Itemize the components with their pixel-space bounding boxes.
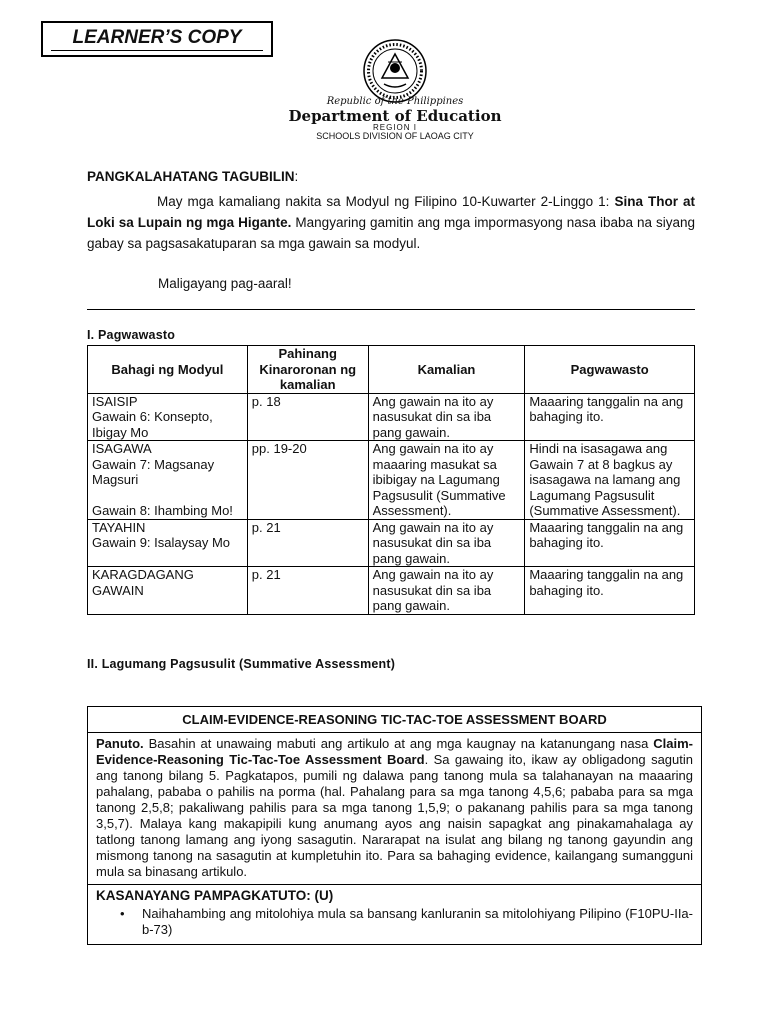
corrections-table: [87, 345, 695, 615]
table-cell: KARAGDAGANG GAWAIN: [88, 567, 248, 615]
table-cell: p. 18: [247, 393, 368, 441]
competency-title: KASANAYANG PAMPAGKATUTO: (U): [96, 888, 334, 903]
table-cell: p. 21: [247, 519, 368, 567]
greeting: Maligayang pag-aaral!: [158, 276, 292, 291]
table-cell: TAYAHIN Gawain 9: Isalaysay Mo: [88, 519, 248, 567]
board-name-bold: Claim-Evidence-Reasoning Tic-Tac-Toe Assessment Board: [96, 736, 693, 767]
table-cell: Ang gawain na ito ay nasusukat din sa iba pang gawain.: [368, 567, 525, 615]
table-row: [88, 567, 695, 615]
column-header: Pagwawasto: [525, 346, 695, 394]
table-cell: Ang gawain na ito ay nasusukat din sa iba pang gawain.: [368, 393, 525, 441]
intro-text-b: Mangyaring gamitin ang mga impormasyong nasa ibaba na siyang gabay sa pagsasakatuparan sa mga gawain sa modyul.: [87, 215, 695, 251]
deped-seal-icon: [362, 38, 428, 104]
table-cell: Hindi na isasagawa ang Gawain 7 at 8 bagkus ay isasagawa na lamang ang Lagumang Pagsusulit (Summative Assessment).: [525, 441, 695, 520]
intro-paragraph: [87, 191, 695, 254]
table-cell: ISAISIP Gawain 6: Konsepto, Ibigay Mo: [88, 393, 248, 441]
table-row: [88, 441, 695, 520]
intro-text-a: May mga kamaliang nakita sa Modyul ng Filipino 10-Kuwarter 2-Linggo 1:: [157, 194, 615, 209]
table-cell: Maaaring tanggalin na ang bahaging ito.: [525, 567, 695, 615]
region-line: REGION I: [372, 123, 417, 132]
assessment-board: [87, 706, 702, 945]
column-header: Pahinang Kinaroronan ng kamalian: [247, 346, 368, 394]
table-row: [88, 393, 695, 441]
column-header: Kamalian: [368, 346, 525, 394]
learners-copy-box: [41, 21, 273, 57]
department-name: Department of Education: [288, 107, 502, 125]
learners-copy-label: LEARNER’S COPY: [72, 27, 242, 48]
table-cell: Ang gawain na ito ay maaaring masukat sa ibibigay na Lagumang Pagsusulit (Summative Assessment).: [368, 441, 525, 520]
learners-copy-underline: [51, 50, 263, 51]
table-cell: ISAGAWA Gawain 7: Magsanay Magsuri Gawain 8: Ihambing Mo!: [88, 441, 248, 520]
table-cell: p. 21: [247, 567, 368, 615]
table-header-row: [88, 346, 695, 394]
section-1-title: I. Pagwawasto: [87, 328, 176, 342]
panuto-label: Panuto.: [96, 736, 144, 751]
table-cell: Maaaring tanggalin na ang bahaging ito.: [525, 519, 695, 567]
bullet-icon: •: [120, 906, 125, 921]
learning-competency: [88, 885, 701, 944]
table-cell: pp. 19-20: [247, 441, 368, 520]
board-title: CLAIM-EVIDENCE-REASONING TIC-TAC-TOE ASSESSMENT BOARD: [88, 707, 701, 733]
divider-line: [87, 309, 695, 310]
instructions-paragraph: Panuto. Basahin at unawaing mabuti ang artikulo at ang mga kaugnay na katanungang nasa Claim-Evidence-Reasoning Tic-Tac-Toe Assessment Board. Sa gawaing ito, ikaw ay obligadong sagutin ang tanong bilang 5. Pagkatapos, pumili ng dalawa pang tanong mula sa talahanayan na maaaring pahalang, pababa o pahilis na porma (hal. Pahalang para sa mga tanong 4,5,6; pababa para sa mga tanong 2,5,8; pakaliwang pahilis para sa mga tanong 1,5,9; o pakanang pahilis para sa mga tanong 3,5,7). Malaya kang makapipili kung anumang ayos ang naisin sapagkat ang pinakamahalaga ay tatlong tanong lamang ang iyong sasagutin. Nararapat na isulat ang bilang ng tanong gayundin ang mismong tanong na sasagutin at kumpletuhin ito. Para sa bahaging evidence, kailangang sumangguni mula sa binasang artikulo.: [88, 733, 701, 885]
general-instructions-heading: PANGKALAHATANG TAGUBILIN:: [87, 169, 299, 184]
table-cell: Ang gawain na ito ay nasusukat din sa iba pang gawain.: [368, 519, 525, 567]
republic-line: Republic of the Philippines: [326, 96, 464, 107]
table-row: [88, 519, 695, 567]
list-item: [96, 906, 693, 938]
division-line: SCHOOLS DIVISION OF LAOAG CITY: [316, 131, 474, 141]
section-2-title: II. Lagumang Pagsusulit (Summative Assessment): [87, 657, 396, 671]
table-cell: Maaaring tanggalin na ang bahaging ito.: [525, 393, 695, 441]
module-title: Sina Thor at Loki sa Lupain ng mga Higante.: [87, 194, 695, 230]
competency-text: Naihahambing ang mitolohiya mula sa bansang kanluranin sa mitolohiyang Pilipino (F10PU-IIa-b-73): [142, 906, 693, 937]
column-header: Bahagi ng Modyul: [88, 346, 248, 394]
